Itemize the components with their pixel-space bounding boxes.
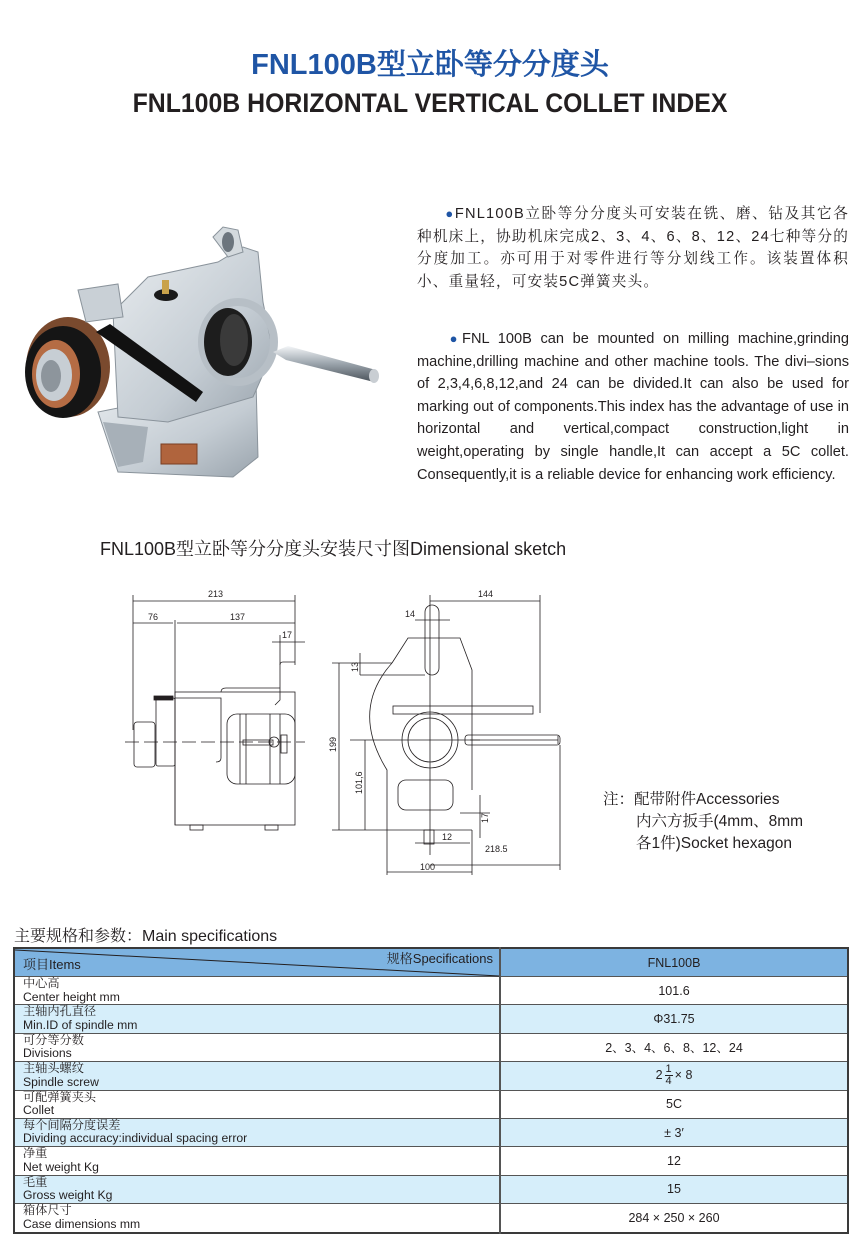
table-row	[14, 1062, 848, 1090]
dim-17-side: 17	[282, 630, 293, 640]
row-label-en: Gross weight Kg	[23, 1188, 113, 1203]
row-label-cn: 净重	[23, 1146, 48, 1161]
row-label-en: Min.ID of spindle mm	[23, 1017, 138, 1032]
row-value: 2、3、4、6、8、12、24	[500, 1033, 848, 1061]
table-row	[14, 1033, 848, 1061]
row-value	[500, 1062, 848, 1090]
machine-photo-icon	[18, 222, 380, 484]
note-line-1: 注：配带附件Accessories	[603, 791, 780, 808]
value-tail: × 8	[674, 1068, 693, 1083]
specs-title: 主要规格和参数：Main specifications	[14, 928, 278, 945]
table-row	[14, 977, 848, 1005]
header-items-label: 项目Items	[23, 956, 81, 972]
description-cn	[417, 203, 849, 293]
fraction-numerator: 1	[665, 1063, 672, 1076]
row-value: 5C	[500, 1090, 848, 1118]
row-label-en: Divisions	[23, 1046, 72, 1061]
row-label-cn: 可配弹簧夹头	[23, 1089, 97, 1104]
row-label-en: Net weight Kg	[23, 1159, 99, 1174]
row-value: 101.6	[500, 977, 848, 1005]
description-en-text: FNL 100B can be mounted on milling machine,grinding machine,drilling machine and other machine tools. The divi–sions of 2,3,4,6,8,12,and 24 can be divided.It can also be used for marking out of components.This index has the advantage of use in horizontal and vertical,compact construction,light in weight,operating by single handle,It can accept a 5C collet. Consequently,it is a reliable device for enhancing work efficiency.	[417, 331, 849, 483]
bullet-icon: ●	[445, 206, 455, 221]
page-title-cn: FNL100B型立卧等分分度头	[251, 49, 609, 81]
dim-100: 100	[420, 862, 436, 872]
dim-13: 13	[350, 661, 360, 672]
accessories-note	[603, 789, 803, 855]
row-label-cn: 主轴内孔直径	[23, 1004, 97, 1019]
row-value: 284 × 250 × 260	[500, 1204, 848, 1233]
value-whole: 2	[655, 1068, 663, 1083]
row-label-cn: 毛重	[23, 1174, 48, 1189]
row-label-en: Collet	[23, 1103, 55, 1118]
dim-76: 76	[148, 612, 159, 622]
header-specs-label: 规格Specifications	[386, 951, 493, 966]
specs-table	[13, 947, 849, 1234]
dim-137: 137	[230, 612, 246, 622]
row-label-cn: 中心高	[23, 976, 60, 990]
table-row	[14, 1118, 848, 1146]
row-value: 12	[500, 1147, 848, 1175]
note-line-2: 内六方扳手(4mm、8mm	[636, 813, 804, 830]
row-value: ± 3′	[500, 1118, 848, 1146]
row-label-cn: 可分等分数	[23, 1032, 84, 1047]
bullet-icon: ●	[445, 331, 463, 346]
row-label-en: Case dimensions mm	[23, 1216, 141, 1231]
dim-218-5: 218.5	[485, 844, 508, 854]
row-label-en: Spindle screw	[23, 1074, 99, 1089]
row-value: Φ31.75	[500, 1005, 848, 1033]
dim-144: 144	[478, 589, 494, 599]
table-row	[14, 1005, 848, 1033]
row-label-cn: 每个间隔分度误差	[23, 1117, 121, 1132]
header-model-cell: FNL100B	[500, 948, 848, 977]
row-value: 15	[500, 1175, 848, 1203]
table-row	[14, 1090, 848, 1118]
description-en	[417, 328, 849, 486]
dimensional-sketch-diagram	[120, 580, 570, 880]
dim-101-6: 101,6	[354, 771, 364, 794]
fraction-denominator: 4	[665, 1075, 672, 1088]
dim-199: 199	[328, 736, 338, 752]
table-row	[14, 1175, 848, 1203]
dim-12: 12	[442, 832, 453, 842]
description-cn-text: FNL100B立卧等分分度头可安装在铣、磨、钻及其它各种机床上，协助机床完成2、3、4、6、8、12、24七种等分的分度加工。亦可用于对零件进行等分划线工作。该装置体积小、重量轻，可安装5C弹簧夹头。	[417, 206, 849, 290]
dim-14: 14	[405, 609, 416, 619]
row-label-en: Center height mm	[23, 989, 120, 1004]
table-row	[14, 1204, 848, 1233]
page-title-en: FNL100B HORIZONTAL VERTICAL COLLET INDEX	[132, 88, 728, 118]
table-row	[14, 1147, 848, 1175]
fraction	[665, 1064, 673, 1087]
dim-17-front: 17	[480, 812, 490, 823]
row-label-cn: 箱体尺寸	[23, 1203, 72, 1218]
row-label-en: Dividing accuracy:individual spacing error	[23, 1131, 248, 1146]
dim-213: 213	[208, 589, 224, 599]
sketch-title: FNL100B型立卧等分分度头安装尺寸图Dimensional sketch	[100, 539, 567, 559]
header-items-cell	[14, 948, 500, 977]
row-label-cn: 主轴头螺纹	[23, 1061, 84, 1076]
specs-header-row	[14, 948, 848, 977]
note-line-3: 各1件)Socket hexagon	[636, 835, 792, 852]
